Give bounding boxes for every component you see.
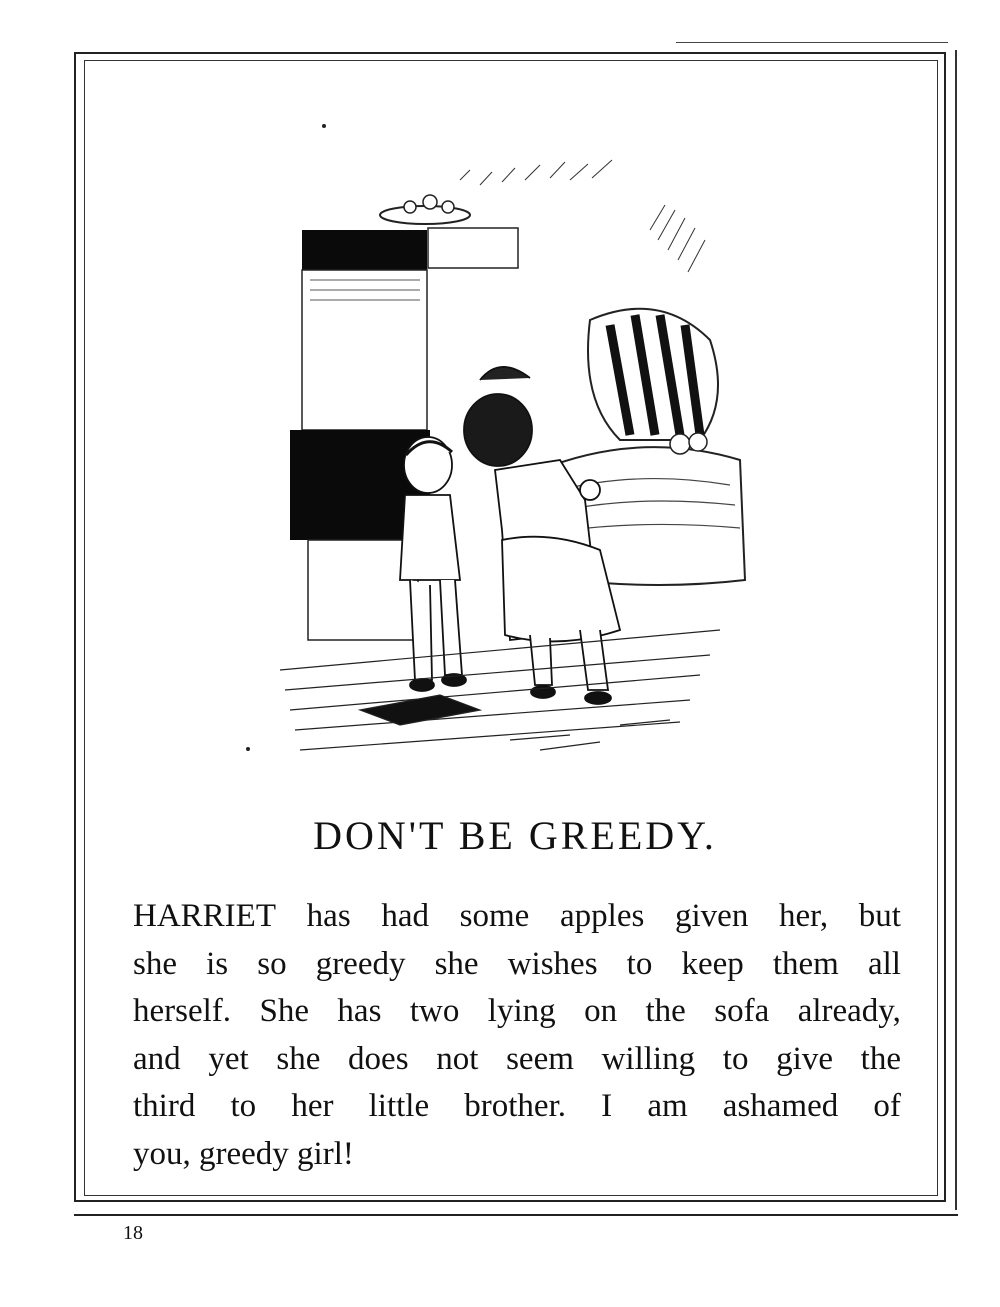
paragraph-line [133,1036,901,1084]
word: I [601,1088,613,1124]
paragraph-line [133,988,901,1036]
word: to [230,1088,257,1124]
word: wishes [507,945,598,982]
word: to [722,1040,749,1077]
word: greedy [315,945,406,982]
word: willing [601,1040,696,1077]
word: does [348,1040,409,1077]
frame-right-rule [955,50,957,1210]
word: has [337,993,382,1029]
boy-figure [400,437,466,691]
frame-bottom-rule [74,1214,958,1216]
word: seem [506,1040,574,1077]
word: so [257,945,287,982]
word: the [860,1040,901,1077]
word: ashamed [722,1088,839,1124]
word: she [133,945,177,982]
paragraph-line [133,1083,901,1131]
word: her, [779,898,829,934]
word: lying [487,993,556,1029]
word: keep [681,945,744,982]
word: not [436,1040,479,1077]
word: has [306,898,351,934]
word: she [434,945,479,982]
word: all [867,945,901,982]
frame-top-rule [676,42,948,43]
paragraph-line [133,1131,901,1179]
paragraph-line [133,893,901,941]
engraving-illustration [240,110,760,770]
word: sofa [714,993,770,1029]
word: you, greedy girl! [133,1135,354,1172]
word: little [368,1088,430,1124]
word: of [873,1088,901,1124]
paragraph-line [133,941,901,989]
word: given [675,898,749,934]
page-heading: DON'T BE GREEDY. [313,813,717,858]
story-paragraph [133,893,901,1178]
fruit-basket [380,195,470,224]
word: had [381,898,429,934]
word: already, [797,993,901,1029]
word: to [626,945,653,982]
word: brother. [464,1088,566,1124]
word: some [459,898,530,934]
word: yet [208,1040,249,1077]
word: but [858,898,901,934]
word: She [259,993,309,1029]
word: her [291,1088,334,1124]
word: she [276,1040,321,1077]
word: is [206,945,229,982]
word: HARRIET [133,898,276,934]
page-number: 18 [123,1222,143,1244]
floor-hatching [280,630,720,750]
word: them [772,945,839,982]
word: apples [560,898,645,934]
word: herself. [133,993,232,1029]
word: give [776,1040,833,1077]
word: two [409,993,460,1029]
word: on [584,993,618,1029]
word: the [645,993,686,1029]
word: third [133,1088,196,1124]
word: am [647,1088,688,1124]
word: and [133,1040,181,1077]
